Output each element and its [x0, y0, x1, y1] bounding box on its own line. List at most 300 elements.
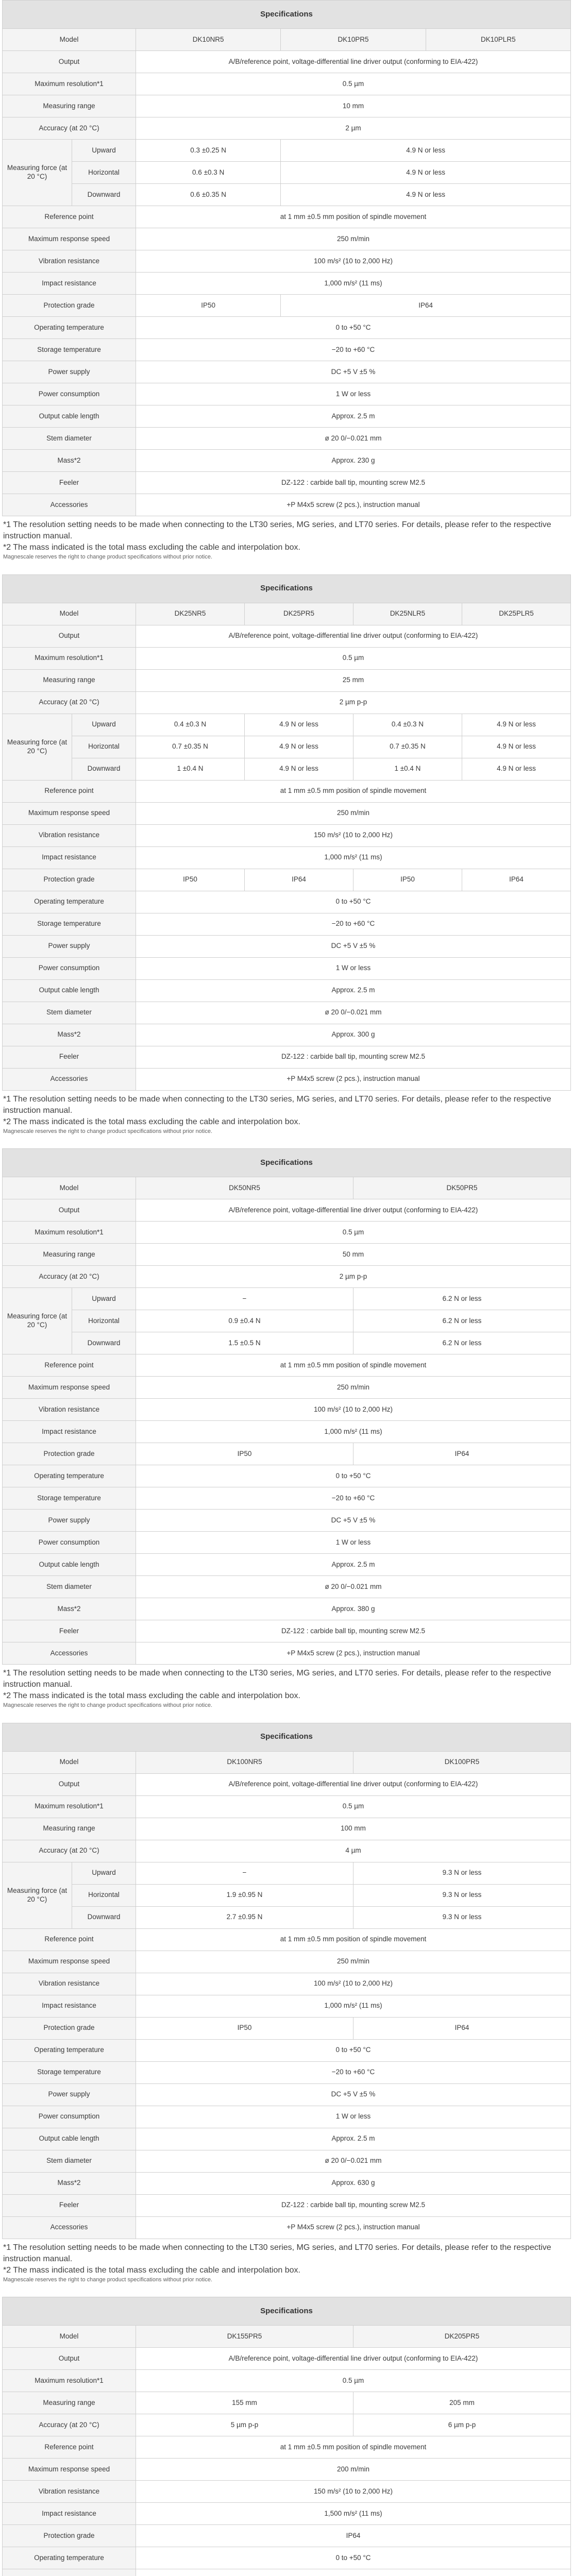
- spec-row: [3, 1399, 571, 1421]
- spec-row: [3, 2481, 571, 2503]
- value-cell: IP64: [281, 295, 571, 317]
- spec-row: [3, 1266, 571, 1288]
- row-label-operating-temperature: Operating temperature: [3, 1465, 136, 1487]
- spec-row: [3, 1487, 571, 1510]
- row-label-operating-temperature: Operating temperature: [3, 2547, 136, 2569]
- spec-row: [3, 2370, 571, 2392]
- value-cell: 155 mm: [136, 2392, 353, 2414]
- model-name-cell: DK25PLR5: [462, 603, 570, 625]
- value-cell: 2 µm: [136, 117, 571, 140]
- spec-row: [3, 2128, 571, 2150]
- value-cell: DZ-122 : carbide ball tip, mounting screw M2.5: [136, 1620, 571, 1642]
- row-label-vibration-resistance: Vibration resistance: [3, 1399, 136, 1421]
- value-cell: 200 m/min: [136, 2459, 571, 2481]
- value-cell: 1 W or less: [136, 383, 571, 405]
- row-label-power-supply: Power supply: [3, 2083, 136, 2106]
- value-cell: DZ-122 : carbide ball tip, mounting screw M2.5: [136, 472, 571, 494]
- spec-row: [3, 1199, 571, 1222]
- value-cell: 25 mm: [136, 669, 571, 691]
- row-label-storage-temperature: Storage temperature: [3, 1487, 136, 1510]
- value-cell: 0 to +50 °C: [136, 891, 571, 913]
- value-cell: at 1 mm ±0.5 mm position of spindle movement: [136, 206, 571, 228]
- sub-label-upward: Upward: [72, 140, 136, 162]
- row-label-stem-diameter: Stem diameter: [3, 1576, 136, 1598]
- sub-label-downward: Downward: [72, 758, 136, 780]
- spec-row: [3, 691, 571, 714]
- model-name-cell: DK25PR5: [244, 603, 353, 625]
- value-cell: 100 mm: [136, 1818, 571, 1840]
- row-label-protection-grade: Protection grade: [3, 2017, 136, 2039]
- value-cell: +P M4x5 screw (2 pcs.), instruction manual: [136, 1068, 571, 1090]
- value-cell: 0.7 ±0.35 N: [353, 736, 462, 758]
- model-name-cell: DK10NR5: [136, 29, 281, 51]
- disclaimer: Magnescale reserves the right to change product specifications without prior notice.: [3, 1128, 212, 1134]
- row-label-output-cable-length: Output cable length: [3, 1554, 136, 1576]
- value-cell: −20 to +60 °C: [136, 1487, 571, 1510]
- row-label-maximum-resolution-1: Maximum resolution*1: [3, 1222, 136, 1244]
- value-cell: DC +5 V ±5 %: [136, 361, 571, 383]
- footnote: *2 The mass indicated is the total mass excluding the cable and interpolation box.: [3, 1691, 300, 1701]
- spec-row: [3, 669, 571, 691]
- disclaimer: Magnescale reserves the right to change product specifications without prior notice.: [3, 1702, 212, 1709]
- row-label-model: Model: [3, 2326, 136, 2348]
- value-cell: 1,000 m/s² (11 ms): [136, 273, 571, 295]
- row-label-reference-point: Reference point: [3, 2436, 136, 2459]
- value-cell: 150 m/s² (10 to 2,000 Hz): [136, 824, 571, 846]
- model-name-cell: DK10PR5: [281, 29, 426, 51]
- row-label-feeler: Feeler: [3, 1620, 136, 1642]
- value-cell: DC +5 V ±5 %: [136, 2083, 571, 2106]
- spec-row: [3, 1288, 571, 1310]
- row-label-vibration-resistance: Vibration resistance: [3, 824, 136, 846]
- value-cell: IP64: [136, 2525, 571, 2547]
- row-label-model: Model: [3, 1177, 136, 1199]
- value-cell: 1 W or less: [136, 1532, 571, 1554]
- row-label-model: Model: [3, 1751, 136, 1773]
- value-cell: 2 µm p-p: [136, 691, 571, 714]
- value-cell: −20 to +60 °C: [136, 2061, 571, 2083]
- value-cell: 0.4 ±0.3 N: [353, 714, 462, 736]
- spec-row: [3, 780, 571, 802]
- spec-row: [3, 383, 571, 405]
- row-label-measuring-range: Measuring range: [3, 669, 136, 691]
- value-cell: ø 20 0/−0.021 mm: [136, 1576, 571, 1598]
- value-cell: Approx. 2.5 m: [136, 2128, 571, 2150]
- row-label-storage-temperature: Storage temperature: [3, 2061, 136, 2083]
- row-label-maximum-response-speed: Maximum response speed: [3, 228, 136, 250]
- value-cell: 205 mm: [353, 2392, 571, 2414]
- value-cell: IP50: [136, 2017, 353, 2039]
- value-cell: DC +5 V ±5 %: [136, 935, 571, 957]
- value-cell: 6 µm p-p: [353, 2414, 571, 2436]
- spec-row: [3, 1024, 571, 1046]
- value-cell: −20 to +60 °C: [136, 339, 571, 361]
- spec-row: [3, 1465, 571, 1487]
- row-label-measuring-force-at-20-c: Measuring force (at 20 °C): [3, 1862, 72, 1928]
- value-cell: A/B/reference point, voltage-differential line driver output (conforming to EIA-422): [136, 625, 571, 647]
- spec-row: [3, 802, 571, 824]
- value-cell: 1.5 ±0.5 N: [136, 1332, 353, 1354]
- spec-row: [3, 295, 571, 317]
- row-label-vibration-resistance: Vibration resistance: [3, 1973, 136, 1995]
- spec-row: [3, 1620, 571, 1642]
- value-cell: 0 to +50 °C: [136, 2547, 571, 2569]
- value-cell: 9.3 N or less: [353, 1884, 571, 1906]
- row-label-mass-2: Mass*2: [3, 1598, 136, 1620]
- title-row: [3, 1149, 571, 1177]
- row-label-maximum-resolution-1: Maximum resolution*1: [3, 73, 136, 95]
- spec-row: [3, 1598, 571, 1620]
- footnote: *1 The resolution setting needs to be made when connecting to the LT30 series, MG series, and LT70 series. For details, please refer to the respective instruction manual.: [3, 2243, 551, 2263]
- sub-label-upward: Upward: [72, 1862, 136, 1884]
- row-label-power-consumption: Power consumption: [3, 2106, 136, 2128]
- spec-row: [3, 1002, 571, 1024]
- value-cell: IP64: [244, 869, 353, 891]
- row-label-measuring-force-at-20-c: Measuring force (at 20 °C): [3, 140, 72, 206]
- value-cell: 100 m/s² (10 to 2,000 Hz): [136, 1973, 571, 1995]
- value-cell: Approx. 300 g: [136, 1024, 571, 1046]
- spec-row: [3, 1046, 571, 1068]
- footnote: *2 The mass indicated is the total mass excluding the cable and interpolation box.: [3, 2265, 300, 2275]
- row-label-output: Output: [3, 1199, 136, 1222]
- spec-row: [3, 1510, 571, 1532]
- value-cell: 250 m/min: [136, 228, 571, 250]
- spec-row: [3, 428, 571, 450]
- value-cell: 1,000 m/s² (11 ms): [136, 846, 571, 869]
- row-label-impact-resistance: Impact resistance: [3, 1995, 136, 2017]
- row-label-mass-2: Mass*2: [3, 1024, 136, 1046]
- value-cell: IP64: [462, 869, 570, 891]
- value-cell: −: [136, 1862, 353, 1884]
- spec-title: Specifications: [3, 1, 571, 29]
- spec-row: [3, 1222, 571, 1244]
- spec-row: [3, 1751, 571, 1773]
- spec-table: [2, 574, 571, 1091]
- row-label-maximum-response-speed: Maximum response speed: [3, 802, 136, 824]
- spec-row: [3, 1818, 571, 1840]
- value-cell: Approx. 2.5 m: [136, 979, 571, 1002]
- spec-row: [3, 2061, 571, 2083]
- row-label-output-cable-length: Output cable length: [3, 405, 136, 428]
- value-cell: at 1 mm ±0.5 mm position of spindle movement: [136, 1354, 571, 1377]
- spec-row: [3, 1332, 571, 1354]
- row-label-storage-temperature: Storage temperature: [3, 339, 136, 361]
- sub-label-upward: Upward: [72, 714, 136, 736]
- value-cell: 250 m/min: [136, 1377, 571, 1399]
- spec-row: [3, 162, 571, 184]
- spec-row: [3, 2083, 571, 2106]
- spec-row: [3, 361, 571, 383]
- value-cell: at 1 mm ±0.5 mm position of spindle movement: [136, 2436, 571, 2459]
- value-cell: [136, 2569, 571, 2576]
- spec-row: [3, 405, 571, 428]
- row-label-model: Model: [3, 603, 136, 625]
- value-cell: A/B/reference point, voltage-differential line driver output (conforming to EIA-422): [136, 1773, 571, 1795]
- spec-row: [3, 1840, 571, 1862]
- row-label-maximum-resolution-1: Maximum resolution*1: [3, 1795, 136, 1818]
- spec-row: [3, 2194, 571, 2216]
- spec-row: [3, 2436, 571, 2459]
- spec-row: [3, 2525, 571, 2547]
- value-cell: 0.6 ±0.3 N: [136, 162, 281, 184]
- model-name-cell: DK205PR5: [353, 2326, 571, 2348]
- value-cell: Approx. 630 g: [136, 2172, 571, 2194]
- value-cell: +P M4x5 screw (2 pcs.), instruction manual: [136, 494, 571, 516]
- spec-row: [3, 2569, 571, 2576]
- value-cell: 0 to +50 °C: [136, 317, 571, 339]
- value-cell: 1 W or less: [136, 957, 571, 979]
- value-cell: 4.9 N or less: [281, 162, 571, 184]
- footnote: *1 The resolution setting needs to be made when connecting to the LT30 series, MG series, and LT70 series. For details, please refer to the respective instruction manual.: [3, 1094, 551, 1115]
- spec-row: [3, 869, 571, 891]
- row-label-power-supply: Power supply: [3, 361, 136, 383]
- row-label-maximum-response-speed: Maximum response speed: [3, 1377, 136, 1399]
- row-label-power-consumption: Power consumption: [3, 957, 136, 979]
- row-label-output: Output: [3, 51, 136, 73]
- spec-row: [3, 1773, 571, 1795]
- spec-block: [2, 0, 571, 561]
- spec-block: [2, 574, 571, 1136]
- value-cell: A/B/reference point, voltage-differential line driver output (conforming to EIA-422): [136, 2348, 571, 2370]
- row-label-model: Model: [3, 29, 136, 51]
- row-label-accuracy-at-20-c: Accuracy (at 20 °C): [3, 691, 136, 714]
- row-label-accessories: Accessories: [3, 2216, 136, 2239]
- row-label-power-consumption: Power consumption: [3, 1532, 136, 1554]
- spec-row: [3, 2106, 571, 2128]
- spec-row: [3, 891, 571, 913]
- spec-row: [3, 2392, 571, 2414]
- spec-row: [3, 1576, 571, 1598]
- row-label-measuring-range: Measuring range: [3, 2392, 136, 2414]
- model-name-cell: DK25NR5: [136, 603, 245, 625]
- value-cell: 2.7 ±0.95 N: [136, 1906, 353, 1928]
- spec-row: [3, 1995, 571, 2017]
- spec-row: [3, 228, 571, 250]
- footnote: *2 The mass indicated is the total mass excluding the cable and interpolation box.: [3, 1117, 300, 1126]
- row-label-accessories: Accessories: [3, 1068, 136, 1090]
- value-cell: 4 µm: [136, 1840, 571, 1862]
- spec-row: [3, 2459, 571, 2481]
- row-label-impact-resistance: Impact resistance: [3, 273, 136, 295]
- value-cell: +P M4x5 screw (2 pcs.), instruction manual: [136, 1642, 571, 1665]
- value-cell: 4.9 N or less: [462, 714, 570, 736]
- spec-row: [3, 2326, 571, 2348]
- value-cell: at 1 mm ±0.5 mm position of spindle movement: [136, 1928, 571, 1951]
- spec-row: [3, 1928, 571, 1951]
- row-label-storage-temperature: [3, 2569, 136, 2576]
- spec-row: [3, 979, 571, 1002]
- value-cell: 1 ±0.4 N: [353, 758, 462, 780]
- row-label-reference-point: Reference point: [3, 780, 136, 802]
- value-cell: 1 ±0.4 N: [136, 758, 245, 780]
- value-cell: 1.9 ±0.95 N: [136, 1884, 353, 1906]
- row-label-output-cable-length: Output cable length: [3, 979, 136, 1002]
- spec-row: [3, 1443, 571, 1465]
- value-cell: 100 m/s² (10 to 2,000 Hz): [136, 250, 571, 273]
- value-cell: Approx. 2.5 m: [136, 1554, 571, 1576]
- spec-row: [3, 317, 571, 339]
- spec-row: [3, 957, 571, 979]
- value-cell: 250 m/min: [136, 802, 571, 824]
- value-cell: −20 to +60 °C: [136, 913, 571, 935]
- spec-title: Specifications: [3, 574, 571, 603]
- spec-row: [3, 1973, 571, 1995]
- model-name-cell: DK100PR5: [353, 1751, 571, 1773]
- spec-row: [3, 647, 571, 669]
- row-label-protection-grade: Protection grade: [3, 1443, 136, 1465]
- title-row: [3, 1, 571, 29]
- row-label-output: Output: [3, 625, 136, 647]
- spec-table: [2, 1723, 571, 2239]
- row-label-vibration-resistance: Vibration resistance: [3, 2481, 136, 2503]
- value-cell: 4.9 N or less: [462, 736, 570, 758]
- spec-row: [3, 73, 571, 95]
- value-cell: Approx. 380 g: [136, 1598, 571, 1620]
- title-row: [3, 1723, 571, 1751]
- footnote: *1 The resolution setting needs to be made when connecting to the LT30 series, MG series, and LT70 series. For details, please refer to the respective instruction manual.: [3, 520, 551, 541]
- row-label-reference-point: Reference point: [3, 1928, 136, 1951]
- spec-row: [3, 140, 571, 162]
- spec-table: [2, 2297, 571, 2576]
- spec-row: [3, 95, 571, 117]
- spec-table: [2, 1148, 571, 1665]
- row-label-measuring-force-at-20-c: Measuring force (at 20 °C): [3, 1288, 72, 1354]
- value-cell: 6.2 N or less: [353, 1288, 571, 1310]
- row-label-measuring-force-at-20-c: Measuring force (at 20 °C): [3, 714, 72, 780]
- row-label-output: Output: [3, 1773, 136, 1795]
- value-cell: 0.9 ±0.4 N: [136, 1310, 353, 1332]
- value-cell: 4.9 N or less: [281, 184, 571, 206]
- value-cell: 0.4 ±0.3 N: [136, 714, 245, 736]
- model-name-cell: DK155PR5: [136, 2326, 353, 2348]
- spec-row: [3, 603, 571, 625]
- spec-row: [3, 1554, 571, 1576]
- value-cell: ø 20 0/−0.021 mm: [136, 2150, 571, 2172]
- spec-row: [3, 206, 571, 228]
- row-label-accessories: Accessories: [3, 1642, 136, 1665]
- spec-row: [3, 117, 571, 140]
- spec-row: [3, 2216, 571, 2239]
- value-cell: 1 W or less: [136, 2106, 571, 2128]
- specifications-page: [2, 0, 571, 2576]
- model-name-cell: DK50NR5: [136, 1177, 353, 1199]
- row-label-maximum-response-speed: Maximum response speed: [3, 1951, 136, 1973]
- disclaimer: Magnescale reserves the right to change product specifications without prior notice.: [3, 554, 212, 561]
- row-label-measuring-range: Measuring range: [3, 95, 136, 117]
- spec-row: [3, 51, 571, 73]
- spec-row: [3, 2503, 571, 2525]
- spec-row: [3, 1421, 571, 1443]
- spec-row: [3, 1377, 571, 1399]
- spec-title: Specifications: [3, 1723, 571, 1751]
- footnotes: [2, 1665, 571, 1709]
- spec-row: [3, 250, 571, 273]
- value-cell: 5 µm p-p: [136, 2414, 353, 2436]
- row-label-reference-point: Reference point: [3, 206, 136, 228]
- spec-block: [2, 2297, 571, 2576]
- row-label-stem-diameter: Stem diameter: [3, 428, 136, 450]
- row-label-output-cable-length: Output cable length: [3, 2128, 136, 2150]
- row-label-impact-resistance: Impact resistance: [3, 2503, 136, 2525]
- spec-row: [3, 2172, 571, 2194]
- value-cell: Approx. 230 g: [136, 450, 571, 472]
- spec-row: [3, 2150, 571, 2172]
- value-cell: ø 20 0/−0.021 mm: [136, 428, 571, 450]
- spec-row: [3, 339, 571, 361]
- row-label-feeler: Feeler: [3, 472, 136, 494]
- sub-label-horizontal: Horizontal: [72, 1310, 136, 1332]
- value-cell: 4.9 N or less: [281, 140, 571, 162]
- row-label-impact-resistance: Impact resistance: [3, 846, 136, 869]
- value-cell: 1,500 m/s² (11 ms): [136, 2503, 571, 2525]
- row-label-stem-diameter: Stem diameter: [3, 2150, 136, 2172]
- row-label-power-supply: Power supply: [3, 935, 136, 957]
- spec-row: [3, 2039, 571, 2061]
- spec-row: [3, 824, 571, 846]
- value-cell: 0.5 µm: [136, 1222, 571, 1244]
- sub-label-downward: Downward: [72, 1906, 136, 1928]
- row-label-accuracy-at-20-c: Accuracy (at 20 °C): [3, 1266, 136, 1288]
- value-cell: 0 to +50 °C: [136, 1465, 571, 1487]
- row-label-mass-2: Mass*2: [3, 450, 136, 472]
- value-cell: 6.2 N or less: [353, 1310, 571, 1332]
- value-cell: 0.5 µm: [136, 73, 571, 95]
- footnotes: [2, 2239, 571, 2284]
- value-cell: 50 mm: [136, 1244, 571, 1266]
- spec-table: [2, 0, 571, 516]
- row-label-operating-temperature: Operating temperature: [3, 2039, 136, 2061]
- sub-label-horizontal: Horizontal: [72, 162, 136, 184]
- row-label-measuring-range: Measuring range: [3, 1818, 136, 1840]
- value-cell: 4.9 N or less: [244, 714, 353, 736]
- row-label-protection-grade: Protection grade: [3, 2525, 136, 2547]
- row-label-power-supply: Power supply: [3, 1510, 136, 1532]
- row-label-impact-resistance: Impact resistance: [3, 1421, 136, 1443]
- spec-row: [3, 1532, 571, 1554]
- row-label-storage-temperature: Storage temperature: [3, 913, 136, 935]
- spec-title: Specifications: [3, 1149, 571, 1177]
- value-cell: IP50: [353, 869, 462, 891]
- sub-label-downward: Downward: [72, 1332, 136, 1354]
- value-cell: −: [136, 1288, 353, 1310]
- value-cell: 6.2 N or less: [353, 1332, 571, 1354]
- spec-row: [3, 184, 571, 206]
- spec-row: [3, 1906, 571, 1928]
- value-cell: DZ-122 : carbide ball tip, mounting screw M2.5: [136, 2194, 571, 2216]
- spec-row: [3, 494, 571, 516]
- spec-row: [3, 1642, 571, 1665]
- row-label-mass-2: Mass*2: [3, 2172, 136, 2194]
- spec-title: Specifications: [3, 2297, 571, 2326]
- value-cell: 2 µm p-p: [136, 1266, 571, 1288]
- title-row: [3, 574, 571, 603]
- spec-row: [3, 472, 571, 494]
- value-cell: 150 m/s² (10 to 2,000 Hz): [136, 2481, 571, 2503]
- row-label-protection-grade: Protection grade: [3, 869, 136, 891]
- spec-row: [3, 1354, 571, 1377]
- value-cell: IP64: [353, 1443, 571, 1465]
- row-label-output: Output: [3, 2348, 136, 2370]
- spec-row: [3, 450, 571, 472]
- footnote: *2 The mass indicated is the total mass excluding the cable and interpolation box.: [3, 543, 300, 552]
- sub-label-horizontal: Horizontal: [72, 1884, 136, 1906]
- spec-row: [3, 625, 571, 647]
- spec-row: [3, 1310, 571, 1332]
- footnotes: [2, 516, 571, 561]
- row-label-operating-temperature: Operating temperature: [3, 317, 136, 339]
- value-cell: 10 mm: [136, 95, 571, 117]
- spec-row: [3, 2547, 571, 2569]
